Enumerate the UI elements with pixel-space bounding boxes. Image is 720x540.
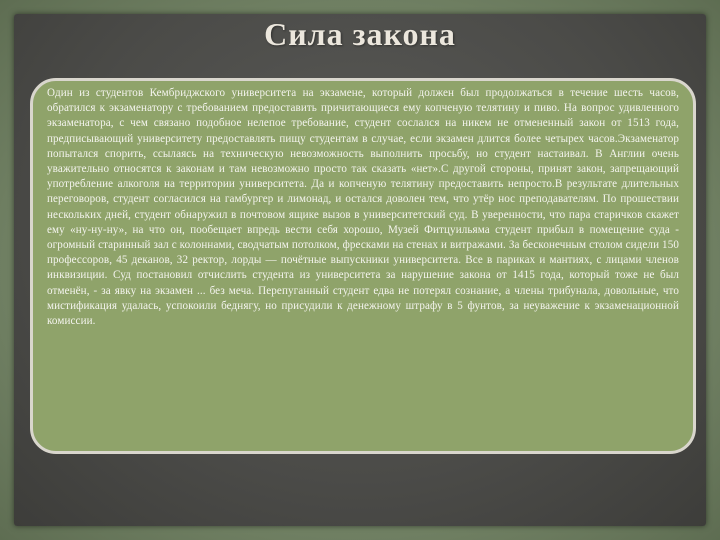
slide-title: Сила закона [264,16,456,52]
text-box [30,78,696,454]
body-text: Один из студентов Кембриджского университета на экзамене, который должен был продолжаться в течение шесть часов, обратился к экзаменатору с требованием предоставить причитающиеся ему копченую телятину и пиво. На вопрос удивленного экзаменатора, с чем связано подобное нелепое требование, студент сослался на никем не отмененный закон от 1513 года, предписывающий университету предоставлять пищу студентам в случае, если экзамен длится более четырех часов.Экзаменатор попытался спорить, ссылаясь на техническую невозможность выполнить просьбу, но студент настаивал. В Англии очень уважительно относятся к законам и там невозможно просто так сказать «нет».С другой стороны, принят закон, запрещающий употребление алкоголя на территории университета. Да и копченую телятину предоставить непросто.В результате длительных переговоров, студент согласился на гамбургер и лимонад, и остался доволен тем, что утёр нос преподавателям. По прошествии нескольких дней, студент обнаружил в почтовом ящике вызов в университетский суд. В уверенности, что пара старичков скажет ему «ну-ну-ну», на что он, пообещает впредь вести себя хорошо, Музей Фитцуильяма студент прибыл в помещение суда - огромный старинный зал с колоннами, сводчатым потолком, фресками на стенах и витражами. За бесконечным столом сидели 150 профессоров, 45 деканов, 32 ректор, лорды — почётные выпускники университета. Все в париках и мантиях, с лицами членов инквизиции. Суд постановил отчислить студента из университета за нарушение закона от 1415 года, который тоже не был отменён, - за явку на экзамен ... без меча. Перепуганный студент едва не потерял сознание, а члены трибунала, довольные, что мистификация удалась, успокоили беднягу, но присудили к денежному штрафу в 5 фунтов, за неуважение к экзаменационной комиссии. [47,87,679,328]
